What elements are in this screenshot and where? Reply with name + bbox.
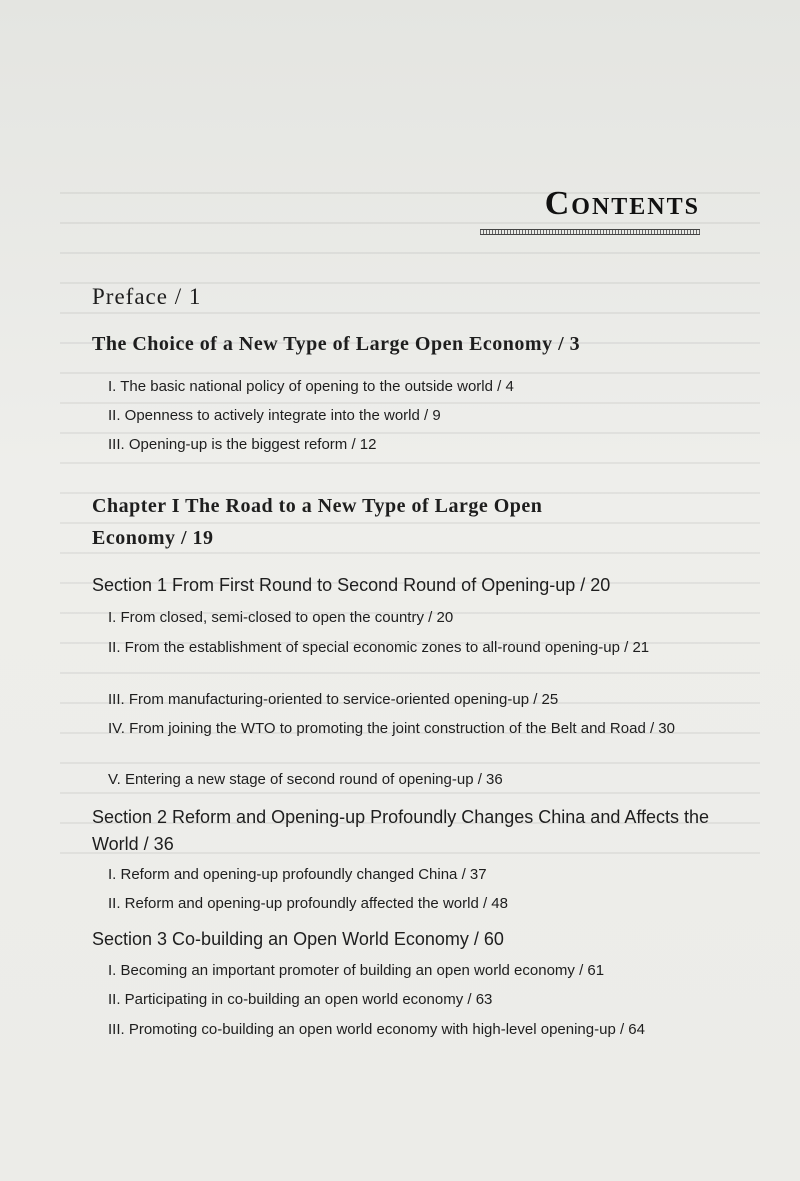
toc-section2-heading: Section 2 Reform and Opening-up Profoundly Changes China and Affects the World / 36 [92,807,710,854]
toc-section1-item-5: V. Entering a new stage of second round of opening-up / 36 [108,771,503,788]
toc-section3-item-2: II. Participating in co-building an open world economy / 63 [108,991,493,1008]
toc-section1-item-3: III. From manufacturing-oriented to service-oriented opening-up / 25 [108,691,559,708]
toc-intro-heading: The Choice of a New Type of Large Open Economy / 3 [92,333,581,355]
toc-intro-item-1: I. The basic national policy of opening to the outside world / 4 [108,378,514,395]
toc-section1-heading: Section 1 From First Round to Second Round of Opening-up / 20 [92,575,611,595]
title-underline [480,229,700,235]
toc-section3-heading: Section 3 Co-building an Open World Economy / 60 [92,929,504,949]
toc-intro-item-2: II. Openness to actively integrate into the world / 9 [108,407,441,424]
bleed-through-texture [60,170,760,870]
contents-title: Contents [544,185,700,222]
toc-chapter1-heading-line1: Chapter I The Road to a New Type of Large Open [92,495,543,517]
toc-section2-item-2: II. Reform and opening-up profoundly affected the world / 48 [108,895,508,912]
toc-section2-item-1: I. Reform and opening-up profoundly changed China / 37 [108,866,487,883]
toc-intro-item-3: III. Opening-up is the biggest reform / 12 [108,436,377,453]
toc-section1-item-2: II. From the establishment of special economic zones to all-round opening-up / 21 [108,639,650,656]
toc-section3-item-1: I. Becoming an important promoter of building an open world economy / 61 [108,962,605,979]
toc-preface: Preface / 1 [92,284,202,309]
toc-chapter1-heading-line2: Economy / 19 [92,527,214,549]
toc-section1-item-4: IV. From joining the WTO to promoting the joint construction of the Belt and Road / 30 [108,720,675,737]
toc-section3-item-3: III. Promoting co-building an open world economy with high-level opening-up / 64 [108,1021,645,1038]
toc-section1-item-1: I. From closed, semi-closed to open the country / 20 [108,609,454,626]
